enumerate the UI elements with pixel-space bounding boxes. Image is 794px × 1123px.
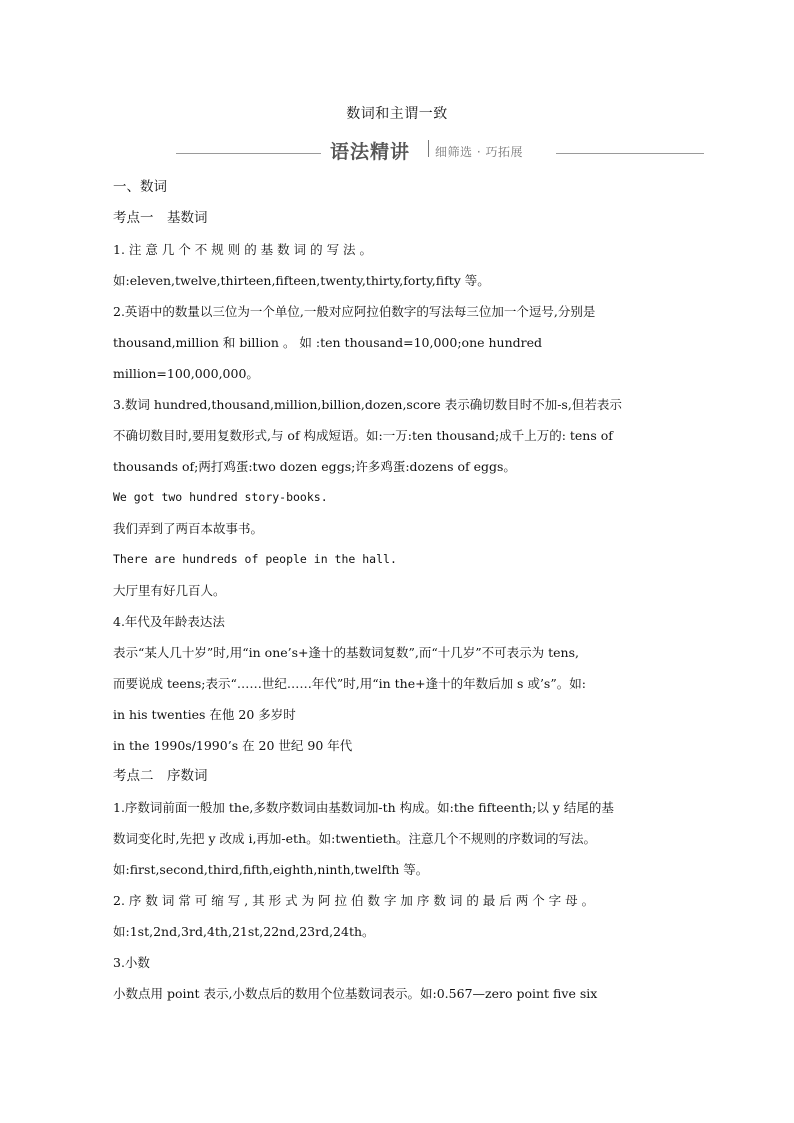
paragraph-line: 如:1st,2nd,3rd,4th,21st,22nd,23rd,24th。 [113, 924, 375, 939]
example-sentence: There are hundreds of people in the hall. [113, 552, 397, 566]
section-banner [176, 137, 704, 161]
paragraph-line: 3.数词 hundred,thousand,million,billion,dozen,score 表示确切数目时不加-s,但若表示 [113, 397, 622, 412]
topic-heading: 考点一 基数词 [113, 210, 208, 226]
banner-title: 语法精讲 [330, 141, 411, 163]
banner-rule-left [176, 153, 321, 154]
paragraph-line: 如:eleven,twelve,thirteen,fifteen,twenty,thirty,forty,fifty 等。 [113, 273, 490, 288]
paragraph-line: 而要说成 teens;表示“……世纪……年代”时,用“in the+逢十的年数后加 s 或’s”。如: [113, 676, 586, 691]
paragraph-line: 1.序数词前面一般加 the,多数序数词由基数词加-th 构成。如:the fifteenth;以 y 结尾的基 [113, 800, 614, 815]
page-title: 数词和主谓一致 [346, 106, 448, 122]
paragraph-line: 1. 注 意 几 个 不 规 则 的 基 数 词 的 写 法 。 [113, 242, 373, 257]
paragraph-line: 2.英语中的数量以三位为一个单位,一般对应阿拉伯数字的写法每三位加一个逗号,分别是 [113, 304, 596, 319]
example-translation: 我们弄到了两百本故事书。 [113, 521, 264, 536]
banner-subtitle: 细筛选 · 巧拓展 [435, 145, 523, 159]
example-sentence: We got two hundred story-books. [113, 490, 328, 504]
section-heading: 一、数词 [113, 179, 167, 195]
paragraph-line: 4.年代及年龄表达法 [113, 614, 225, 629]
example-translation: 大厅里有好几百人。 [113, 583, 226, 598]
paragraph-line: 3.小数 [113, 955, 150, 970]
document-body [113, 172, 681, 1009]
paragraph-line: million=100,000,000。 [113, 366, 259, 381]
paragraph-line: 小数点用 point 表示,小数点后的数用个位基数词表示。如:0.567—zero point five six [113, 986, 598, 1001]
paragraph-line: thousand,million 和 billion 。 如 :ten thousand=10,000;one hundred [113, 335, 543, 350]
example-phrase: in the 1990s/1990’s 在 20 世纪 90 年代 [113, 738, 353, 753]
banner-divider [428, 140, 429, 157]
banner-rule-right [556, 153, 704, 154]
paragraph-line: 不确切数目时,要用复数形式,与 of 构成短语。如:一万:ten thousand;成千上万的: tens of [113, 428, 613, 443]
paragraph-line: 如:first,second,third,fifth,eighth,ninth,twelfth 等。 [113, 862, 429, 877]
paragraph-line: 数词变化时,先把 y 改成 i,再加-eth。如:twentieth。注意几个不规则的序数词的写法。 [113, 831, 596, 846]
example-phrase: in his twenties 在他 20 多岁时 [113, 707, 296, 722]
paragraph-line: 2. 序 数 词 常 可 缩 写 , 其 形 式 为 阿 拉 伯 数 字 加 序 数 词 的 最 后 两 个 字 母 。 [113, 893, 595, 908]
paragraph-line: 表示“某人几十岁”时,用“in one’s+逢十的基数词复数”,而“十几岁”不可表示为 tens, [113, 645, 579, 660]
paragraph-line: thousands of;两打鸡蛋:two dozen eggs;许多鸡蛋:dozens of eggs。 [113, 459, 516, 474]
topic-heading: 考点二 序数词 [113, 768, 208, 784]
